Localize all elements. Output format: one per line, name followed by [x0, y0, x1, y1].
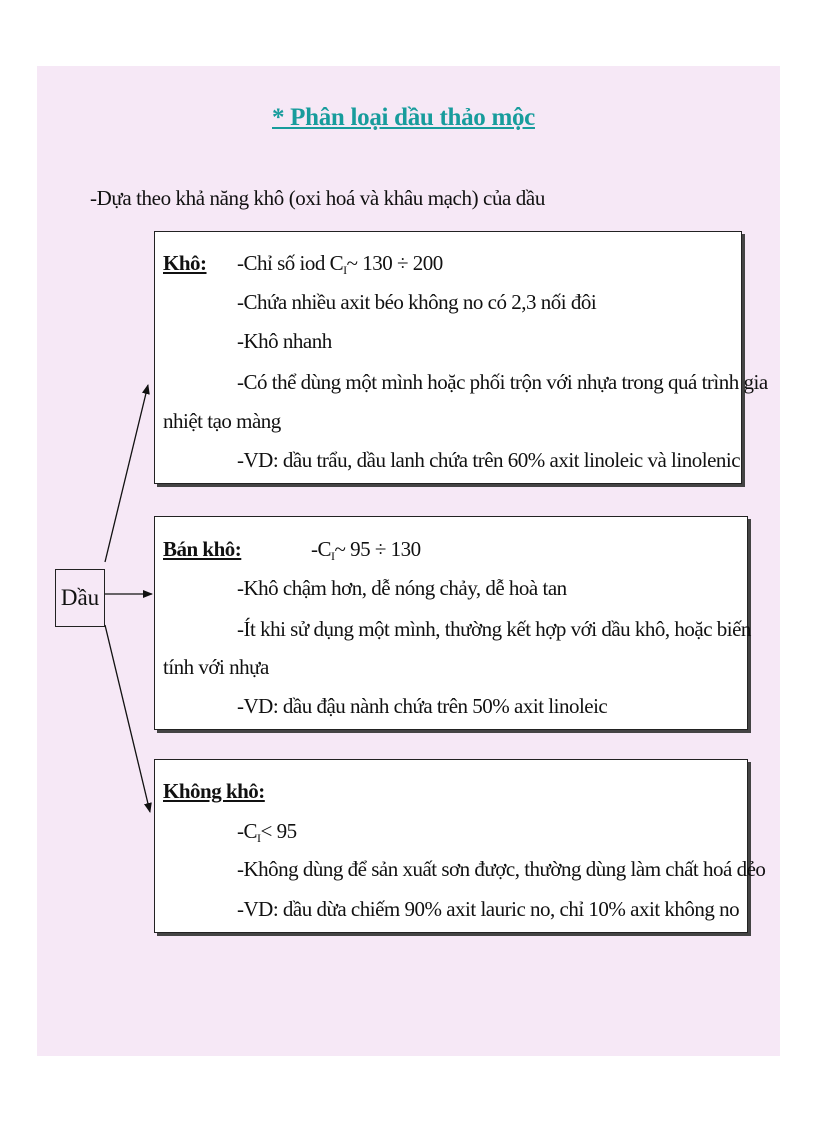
box-khong-kho	[154, 759, 766, 933]
category-label-ban-kho: Bán khô:	[163, 537, 242, 561]
kho-line-1: -Chứa nhiều axit béo không no có 2,3 nối đôi	[237, 290, 597, 314]
iodine-index-ban-kho: $-C_I\sim$ 95 ÷ 130	[311, 537, 421, 563]
ban-kho-line-3: tính với nhựa	[163, 655, 269, 679]
box-kho	[154, 231, 768, 484]
iodine-index-kho: -Chỉ số iod $C_I\sim$ 130 ÷ 200	[237, 251, 443, 277]
khong-kho-line-1: -Không dùng để sản xuất sơn được, thường dùng làm chất hoá dẻo	[237, 857, 766, 881]
ban-kho-line-2: -Ít khi sử dụng một mình, thường kết hợp với dầu khô, hoặc biến	[237, 617, 751, 641]
ban-kho-line-1: -Khô chậm hơn, dễ nóng chảy, dễ hoà tan	[237, 576, 567, 600]
iodine-index-khong-kho: $-C_I< 95$	[237, 819, 297, 845]
arrow-to-khong-kho	[105, 625, 150, 812]
khong-kho-line-2: -VD: dầu dừa chiếm 90% axit lauric no, chỉ 10% axit không no	[237, 897, 740, 921]
page-title: * Phân loại dầu thảo mộc	[272, 104, 535, 131]
root-node-dau: Dầu	[55, 569, 105, 627]
category-label-khong-kho: Không khô:	[163, 779, 265, 803]
kho-line-4: nhiệt tạo màng	[163, 409, 281, 433]
kho-line-5: -VD: dầu trẩu, dầu lanh chứa trên 60% axit linoleic và linolenic	[237, 448, 741, 472]
ban-kho-line-4: -VD: dầu đậu nành chứa trên 50% axit linoleic	[237, 694, 608, 718]
kho-line-2: -Khô nhanh	[237, 329, 332, 353]
intro-text: -Dựa theo khả năng khô (oxi hoá và khâu mạch) của dầu	[90, 186, 545, 210]
box-ban-kho	[154, 516, 751, 730]
arrow-to-kho	[105, 385, 148, 562]
kho-line-3: -Có thể dùng một mình hoặc phối trộn với nhựa trong quá trình gia	[237, 370, 768, 394]
category-label-kho: Khô:	[163, 251, 207, 275]
